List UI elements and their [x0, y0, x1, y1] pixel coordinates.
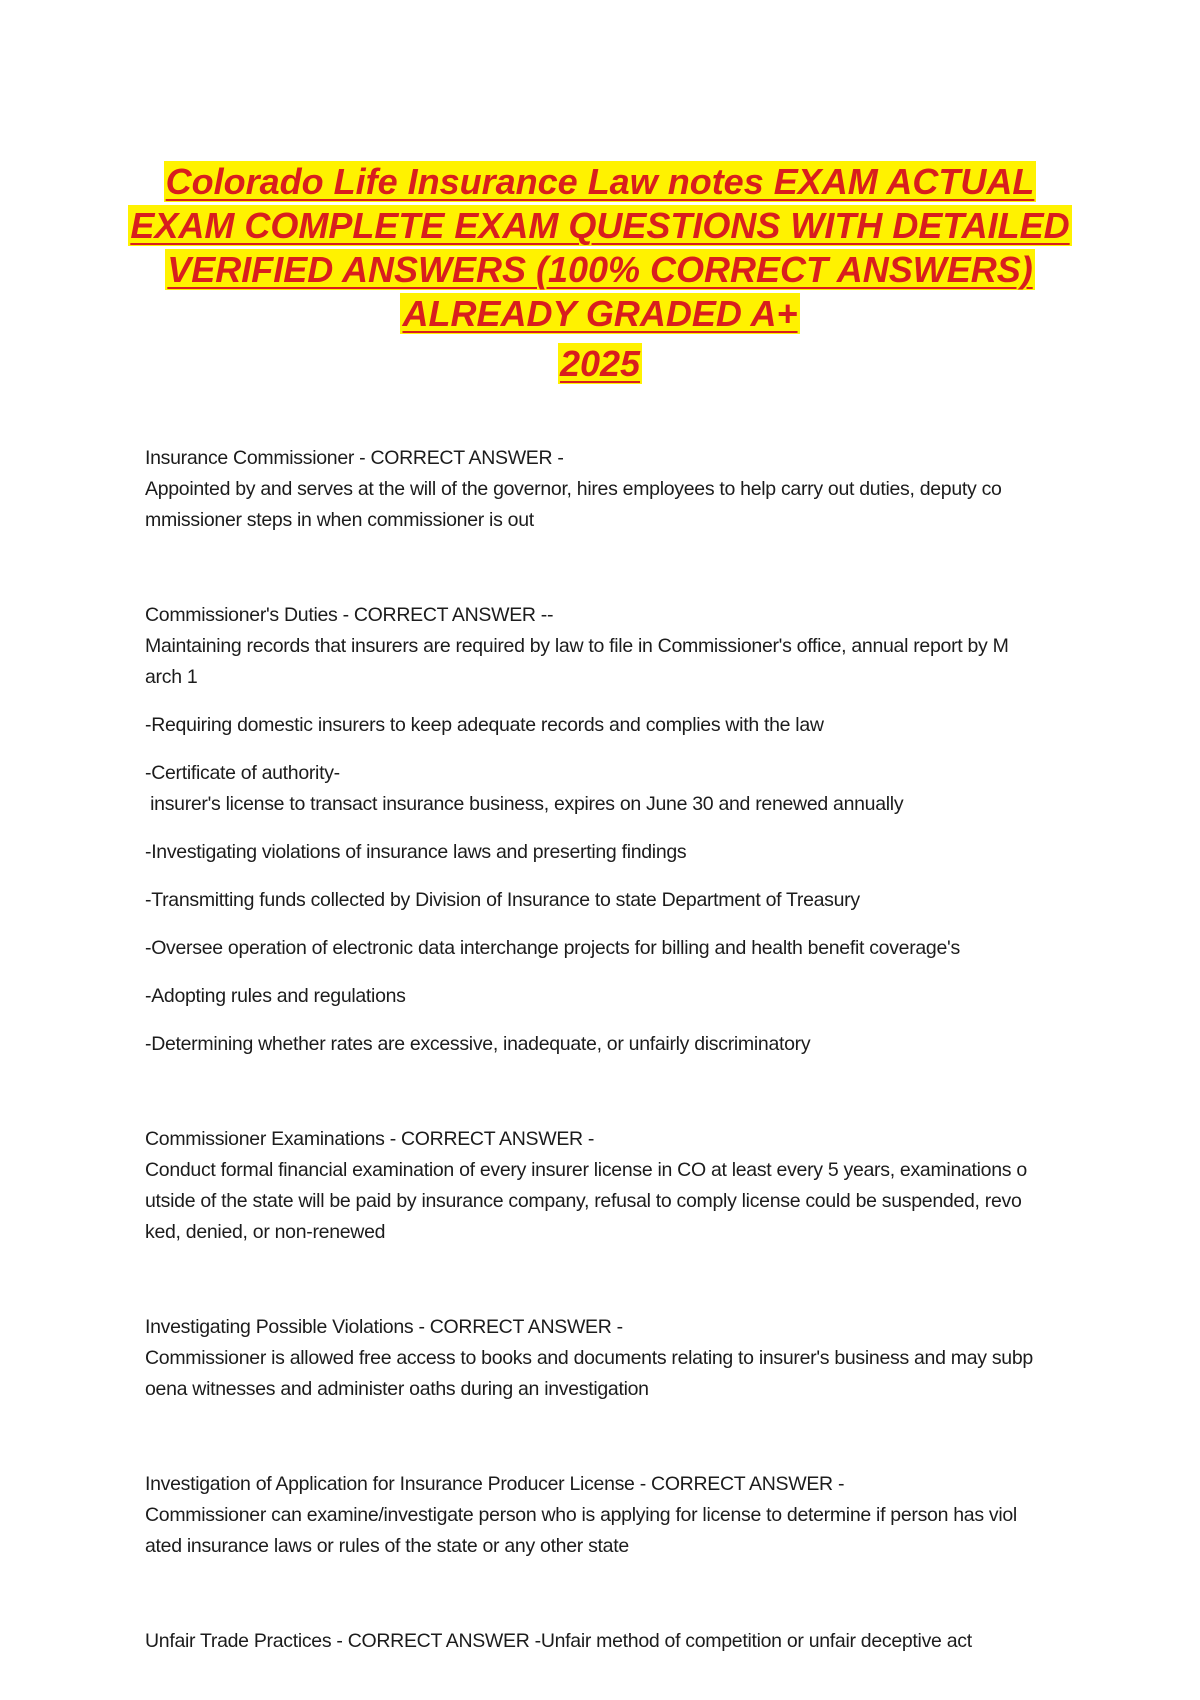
title-line-1: Colorado Life Insurance Law notes EXAM ACTUAL	[165, 161, 1035, 202]
duty-item: -Certificate of authority-	[145, 762, 340, 784]
entry-answer-line: Conduct formal financial examination of every insurer license in CO at least every 5 years, examinations o	[145, 1159, 1027, 1181]
entry-commissioner-examinations	[145, 1124, 1065, 1248]
entry-investigation-of-application	[145, 1469, 1065, 1562]
duty-item: -Oversee operation of electronic data interchange projects for billing and health benefit coverage's	[145, 937, 960, 959]
duty-item: -Determining whether rates are excessive, inadequate, or unfairly discriminatory	[145, 1033, 811, 1055]
title-year: 2025	[559, 343, 641, 384]
title-line-2: EXAM COMPLETE EXAM QUESTIONS WITH DETAILED	[130, 205, 1070, 246]
duty-item: -Transmitting funds collected by Division of Insurance to state Department of Treasury	[145, 889, 860, 911]
document-title	[100, 160, 1100, 386]
entry-answer-line: Commissioner is allowed free access to books and documents relating to insurer's business and may subp	[145, 1347, 1033, 1369]
entry-unfair-trade-practices	[145, 1626, 1065, 1657]
duty-item: -Requiring domestic insurers to keep adequate records and complies with the law	[145, 714, 824, 736]
entry-answer-line: mmissioner steps in when commissioner is out	[145, 509, 534, 531]
document-body	[145, 443, 1065, 1657]
duty-item: -Adopting rules and regulations	[145, 985, 406, 1007]
title-line-3: VERIFIED ANSWERS (100% CORRECT ANSWERS)	[167, 249, 1033, 290]
entry-insurance-commissioner	[145, 443, 1065, 536]
entry-term: Investigating Possible Violations - CORRECT ANSWER -	[145, 1316, 623, 1338]
duty-item-continuation: insurer's license to transact insurance business, expires on June 30 and renewed annually	[145, 793, 904, 815]
entry-commissioners-duties	[145, 600, 1065, 1060]
entry-answer-line: Maintaining records that insurers are required by law to file in Commissioner's office, annual report by M	[145, 635, 1009, 657]
title-line-4: ALREADY GRADED A+	[402, 293, 798, 334]
duty-item: -Investigating violations of insurance laws and preserting findings	[145, 841, 687, 863]
entry-investigating-possible-violations	[145, 1312, 1065, 1405]
entry-answer-line: Commissioner can examine/investigate person who is applying for license to determine if person has viol	[145, 1504, 1017, 1526]
entry-answer-line: utside of the state will be paid by insurance company, refusal to comply license could be suspended, revo	[145, 1190, 1022, 1212]
entry-answer-line: arch 1	[145, 666, 198, 688]
entry-term: Unfair Trade Practices - CORRECT ANSWER -Unfair method of competition or unfair deceptive act	[145, 1630, 972, 1652]
entry-answer-line: ated insurance laws or rules of the state or any other state	[145, 1535, 629, 1557]
entry-term: Commissioner's Duties - CORRECT ANSWER --	[145, 604, 554, 626]
entry-answer-line: Appointed by and serves at the will of the governor, hires employees to help carry out duties, deputy co	[145, 478, 1002, 500]
entry-answer-line: oena witnesses and administer oaths during an investigation	[145, 1378, 649, 1400]
entry-term: Commissioner Examinations - CORRECT ANSWER -	[145, 1128, 595, 1150]
entry-answer-line: ked, denied, or non-renewed	[145, 1221, 386, 1243]
entry-term: Investigation of Application for Insurance Producer License - CORRECT ANSWER -	[145, 1473, 845, 1495]
entry-term: Insurance Commissioner - CORRECT ANSWER -	[145, 447, 564, 469]
